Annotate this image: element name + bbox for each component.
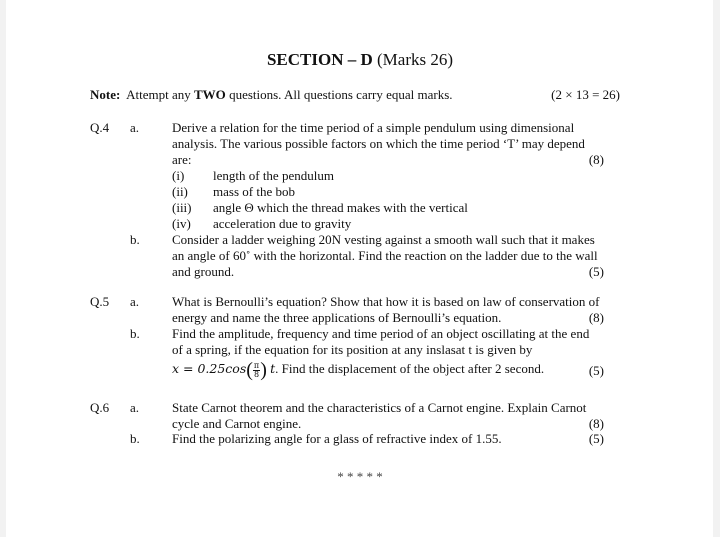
note-marks: (2 × 13 = 26) [551, 87, 620, 102]
note: Note: Attempt any TWO questions. All questions carry equal marks. [90, 87, 453, 102]
part-label: a. [130, 294, 140, 309]
question-label: Q.4 [90, 120, 110, 135]
end-marker: * * * * * [337, 469, 383, 484]
section-title: SECTION – D (Marks 26) [266, 50, 454, 69]
question-text: Find the polarizing angle for a glass of refractive index of 1.55. [172, 431, 502, 446]
marks: (5) [588, 363, 604, 378]
question-text: Find the amplitude, frequency and time period of an object oscillating at the end of a spring, if the equation for its position at any inslasat t is given by x = 0.25cos( $\frac{\pi}{8}$ ) t. Find the displacement of the object after 2 second. [172, 326, 590, 382]
question-label: Q.5 [90, 294, 110, 309]
equation-line: x = 0.25cos( $\frac{\pi}{8}$ ) t. Find the displacement of the object after 2 second. [172, 359, 545, 382]
equation: x = 0.25cos [172, 361, 247, 376]
marks: (5) [588, 264, 604, 279]
question-text: State Carnot theorem and the characteristics of a Carnot engine. Explain Carnot cycle and Carnot engine. [172, 400, 587, 431]
part-label: a. [130, 400, 140, 415]
part-label: a. [130, 120, 140, 135]
question-text: Consider a ladder weighing 20N vesting against a smooth wall such that it makes an angle of 60˚ with the horizontal. Find the reaction on the ladder due to the wall and ground. [172, 232, 598, 279]
question-text: What is Bernoulli’s equation? Show that how it is based on law of conservation of energy and name the three applications of Bernoulli’s equation. [172, 294, 600, 325]
part-label: b. [130, 326, 140, 341]
part-label: b. [130, 232, 140, 247]
question-text: Derive a relation for the time period of a simple pendulum using dimensional analysis. The various possible factors on which the time period ‘T’ may depend are: (i) length of the pendulum (ii) mass of the bob (iii) angle Θ which the thread makes with the vertical (iv) acceleration due to gravity [172, 120, 585, 231]
marks: (8) [588, 416, 604, 431]
part-label: b. [130, 431, 140, 446]
question-label: Q.6 [90, 400, 110, 415]
marks: (8) [588, 152, 604, 167]
marks: (5) [588, 431, 604, 446]
marks: (8) [588, 310, 604, 325]
